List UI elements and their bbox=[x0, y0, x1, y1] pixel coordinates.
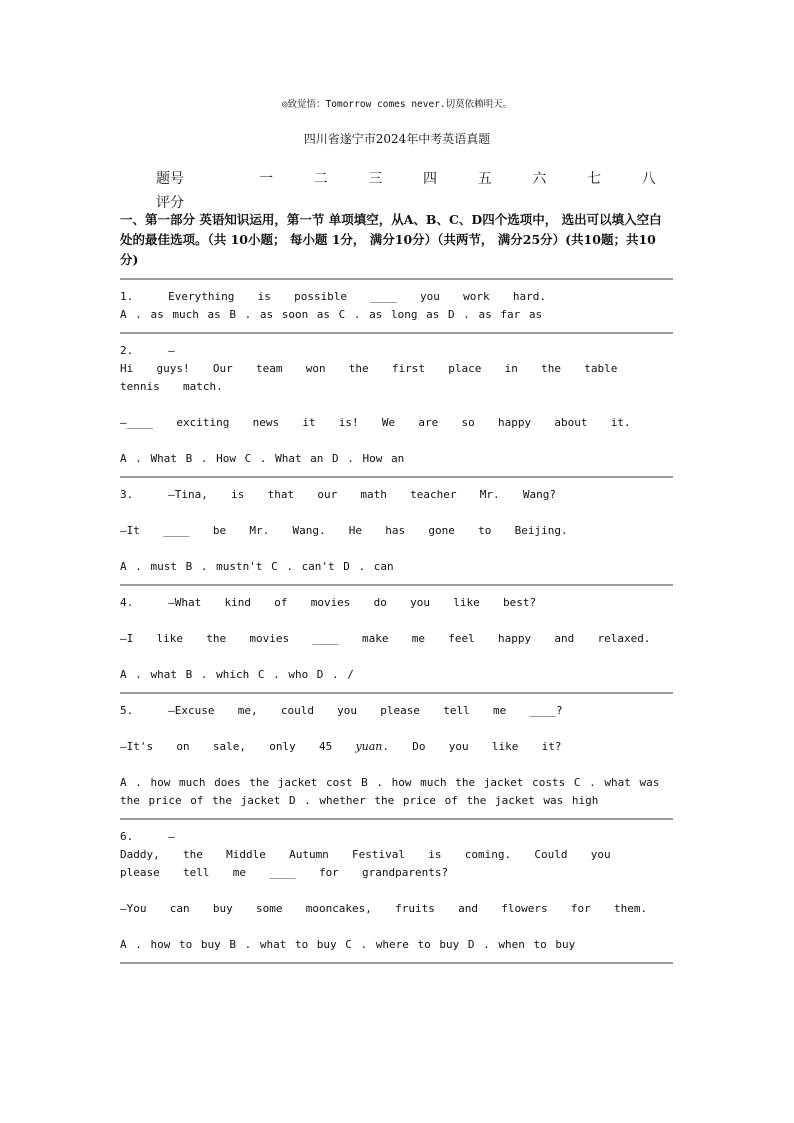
question-text-line: Daddy, the Middle Autumn Festival is coming. Could you please tell me ____ for grandparents? bbox=[120, 848, 634, 879]
section-number: 五 bbox=[477, 171, 492, 187]
question-text-line: —I like the movies ____ make me feel happy and relaxed. bbox=[120, 632, 651, 645]
score-table-row1-label: 题号 bbox=[156, 171, 184, 187]
spacer bbox=[120, 504, 673, 522]
answer-options: A . as much as B . as soon as C . as long as D . as far as bbox=[120, 308, 543, 321]
section-number: 七 bbox=[586, 171, 601, 187]
question-text-line: 2. — bbox=[120, 344, 175, 357]
score-table bbox=[156, 166, 676, 214]
score-table-row2-label: 评分 bbox=[156, 195, 184, 211]
spacer bbox=[120, 756, 673, 774]
spacer bbox=[120, 720, 673, 738]
question-text-line: 4. —What kind of movies do you like best? bbox=[120, 596, 537, 609]
spacer bbox=[120, 612, 673, 630]
section-instructions: 一、第一部分 英语知识运用，第一节 单项填空，从A、B、C、D四个选项中， 选出可以填入空白处的最佳选项。（共 10小题； 每小题 1分， 满分10分）（共两节， 满分25分）(共10题；共10分) bbox=[120, 212, 662, 267]
answer-options: A . what B . which C . who D . / bbox=[120, 668, 354, 681]
spacer bbox=[120, 396, 673, 414]
motto-header: ◎致觉悟：Tomorrow comes never.切莫依赖明天。 bbox=[281, 99, 513, 110]
section-number: 八 bbox=[641, 171, 656, 187]
section-number: 六 bbox=[532, 171, 547, 187]
spacer bbox=[120, 540, 673, 558]
spacer bbox=[120, 432, 673, 450]
score-table-header-row bbox=[156, 166, 676, 190]
spacer bbox=[120, 918, 673, 936]
answer-options: A . What B . How C . What an D . How an bbox=[120, 452, 405, 465]
question-item bbox=[120, 278, 673, 332]
answer-options: A . must B . mustn't C . can't D . can bbox=[120, 560, 394, 573]
question-text-line: Hi guys! Our team won the first place in the table tennis match. bbox=[120, 362, 641, 393]
question-text-line: 1. Everything is possible ____ you work hard. bbox=[120, 290, 546, 303]
section-number: 三 bbox=[368, 171, 383, 187]
question-item bbox=[120, 476, 673, 584]
question-text-line: 3. —Tina, is that our math teacher Mr. Wang? bbox=[120, 488, 556, 501]
section-number: 四 bbox=[423, 171, 438, 187]
question-text-line: —You can buy some mooncakes, fruits and flowers for them. bbox=[120, 902, 648, 915]
question-item bbox=[120, 818, 673, 964]
question-text-line: 5. —Excuse me, could you please tell me ____? bbox=[120, 704, 563, 717]
question-item bbox=[120, 332, 673, 476]
question-list bbox=[120, 278, 673, 964]
section-number: 一 bbox=[259, 171, 274, 187]
section-number: 二 bbox=[313, 171, 328, 187]
spacer bbox=[120, 882, 673, 900]
answer-options: A . how to buy B . what to buy C . where to buy D . when to buy bbox=[120, 938, 576, 951]
question-item bbox=[120, 584, 673, 692]
question-text-line: —It's on sale, only 45 yuan. Do you like it? bbox=[120, 740, 562, 753]
answer-options: A . how much does the jacket cost B . how much the jacket costs C . what was the price of the jacket D . whether the price of the jacket was high bbox=[120, 776, 660, 807]
question-text-line: —It ____ be Mr. Wang. He has gone to Beijing. bbox=[120, 524, 568, 537]
spacer bbox=[120, 648, 673, 666]
question-item bbox=[120, 692, 673, 818]
question-text-line: 6. — bbox=[120, 830, 175, 843]
question-text-line: —____ exciting news it is! We are so happy about it. bbox=[120, 416, 631, 429]
document-title: 四川省遂宁市2024年中考英语真题 bbox=[303, 132, 491, 146]
